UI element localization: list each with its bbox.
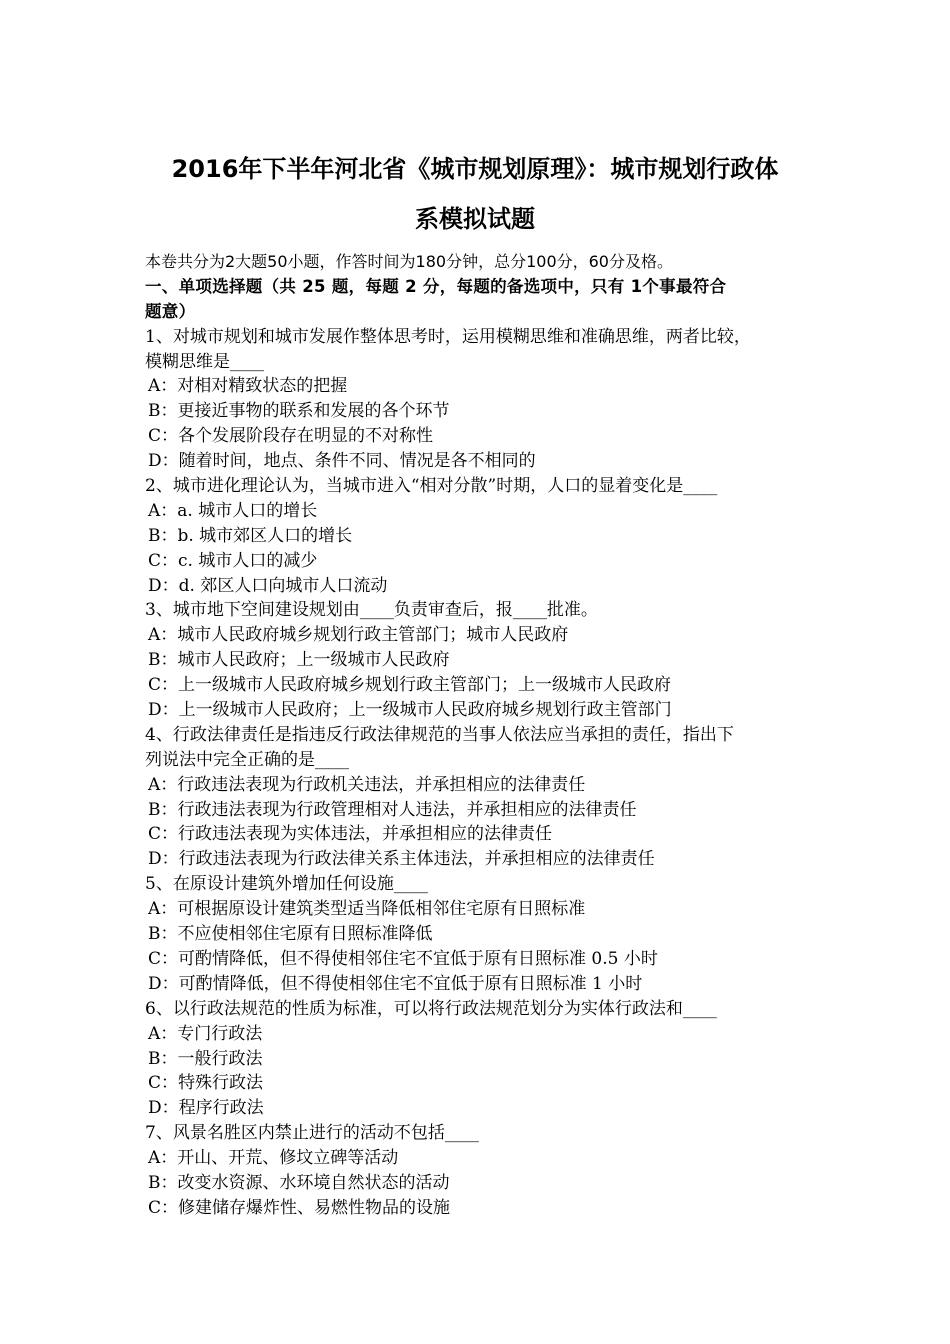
question-stem: 3、城市地下空间建设规划由____负责审查后，报____批准。 [145, 600, 598, 621]
option-b: B：城市人民政府；上一级城市人民政府 [148, 650, 450, 671]
exam-intro: 本卷共分为2大题50小题，作答时间为180分钟，总分100分，60分及格。 [145, 252, 673, 271]
option-b: B：改变水资源、水环境自然状态的活动 [148, 1172, 450, 1193]
option-b: B：行政违法表现为行政管理相对人违法，并承担相应的法律责任 [148, 799, 637, 820]
question-3 [145, 598, 825, 722]
question-stem: 7、风景名胜区内禁止进行的活动不包括____ [145, 1123, 479, 1144]
section-heading-line-1: 一、单项选择题（共 25 题，每题 2 分，每题的备选项中，只有 1个事最符合 [145, 276, 727, 296]
option-a: A：开山、开荒、修坟立碑等活动 [148, 1148, 399, 1169]
option-a: A：a. 城市人口的增长 [148, 500, 318, 521]
option-c: C：行政违法表现为实体违法，并承担相应的法律责任 [148, 824, 553, 845]
question-stem: 2、城市进化理论认为，当城市进入“相对分散”时期，人口的显着变化是____ [145, 476, 718, 497]
option-d: D：d. 郊区人口向城市人口流动 [148, 575, 388, 596]
option-a: A：行政违法表现为行政机关违法，并承担相应的法律责任 [148, 774, 586, 795]
option-d: D：行政违法表现为行政法律关系主体违法，并承担相应的法律责任 [148, 849, 655, 870]
option-b: B：b. 城市郊区人口的增长 [148, 525, 353, 546]
question-stem: 模糊思维是____ [145, 351, 264, 372]
option-d: D：上一级城市人民政府；上一级城市人民政府城乡规划行政主管部门 [148, 700, 672, 721]
page-title-line-1: 2016年下半年河北省《城市规划原理》：城市规划行政体 [171, 155, 779, 183]
option-c: C：可酌情降低，但不得使相邻住宅不宜低于原有日照标准 0.5 小时 [148, 948, 658, 969]
question-stem: 1、对城市规划和城市发展作整体思考时，运用模糊思维和准确思维，两者比较， [145, 326, 751, 347]
question-5 [145, 872, 825, 996]
option-c: C：修建储存爆炸性、易燃性物品的设施 [148, 1197, 451, 1218]
option-c: C：c. 城市人口的减少 [148, 550, 318, 571]
page-title-line-2: 系模拟试题 [415, 205, 535, 233]
option-b: B：一般行政法 [148, 1048, 263, 1069]
option-c: C：特殊行政法 [148, 1073, 264, 1094]
question-1 [145, 325, 825, 474]
question-4 [145, 723, 825, 872]
document-body [145, 250, 825, 1221]
option-c: C：上一级城市人民政府城乡规划行政主管部门；上一级城市人民政府 [148, 675, 672, 696]
question-6 [145, 997, 825, 1121]
question-stem: 6、以行政法规范的性质为标准，可以将行政法规范划分为实体行政法和____ [145, 998, 717, 1019]
option-a: A：对相对精致状态的把握 [148, 376, 348, 397]
question-2 [145, 474, 825, 598]
option-d: D：随着时间，地点、条件不同、情况是各不相同的 [148, 451, 536, 472]
question-7 [145, 1121, 825, 1221]
option-a: A：城市人民政府城乡规划行政主管部门；城市人民政府 [148, 625, 569, 646]
option-d: D：可酌情降低，但不得使相邻住宅不宜低于原有日照标准 1 小时 [148, 973, 643, 994]
option-a: A：专门行政法 [148, 1023, 263, 1044]
option-a: A：可根据原设计建筑类型适当降低相邻住宅原有日照标准 [148, 899, 586, 920]
question-stem: 5、在原设计建筑外增加任何设施____ [145, 874, 428, 895]
question-stem: 列说法中完全正确的是____ [145, 749, 349, 770]
option-c: C：各个发展阶段存在明显的不对称性 [148, 426, 434, 447]
question-stem: 4、行政法律责任是指违反行政法律规范的当事人依法应当承担的责任，指出下 [145, 724, 734, 745]
option-b: B：不应使相邻住宅原有日照标准降低 [148, 924, 433, 945]
option-d: D：程序行政法 [148, 1098, 264, 1119]
section-heading-line-2: 题意） [145, 301, 196, 321]
option-b: B：更接近事物的联系和发展的各个环节 [148, 401, 450, 422]
